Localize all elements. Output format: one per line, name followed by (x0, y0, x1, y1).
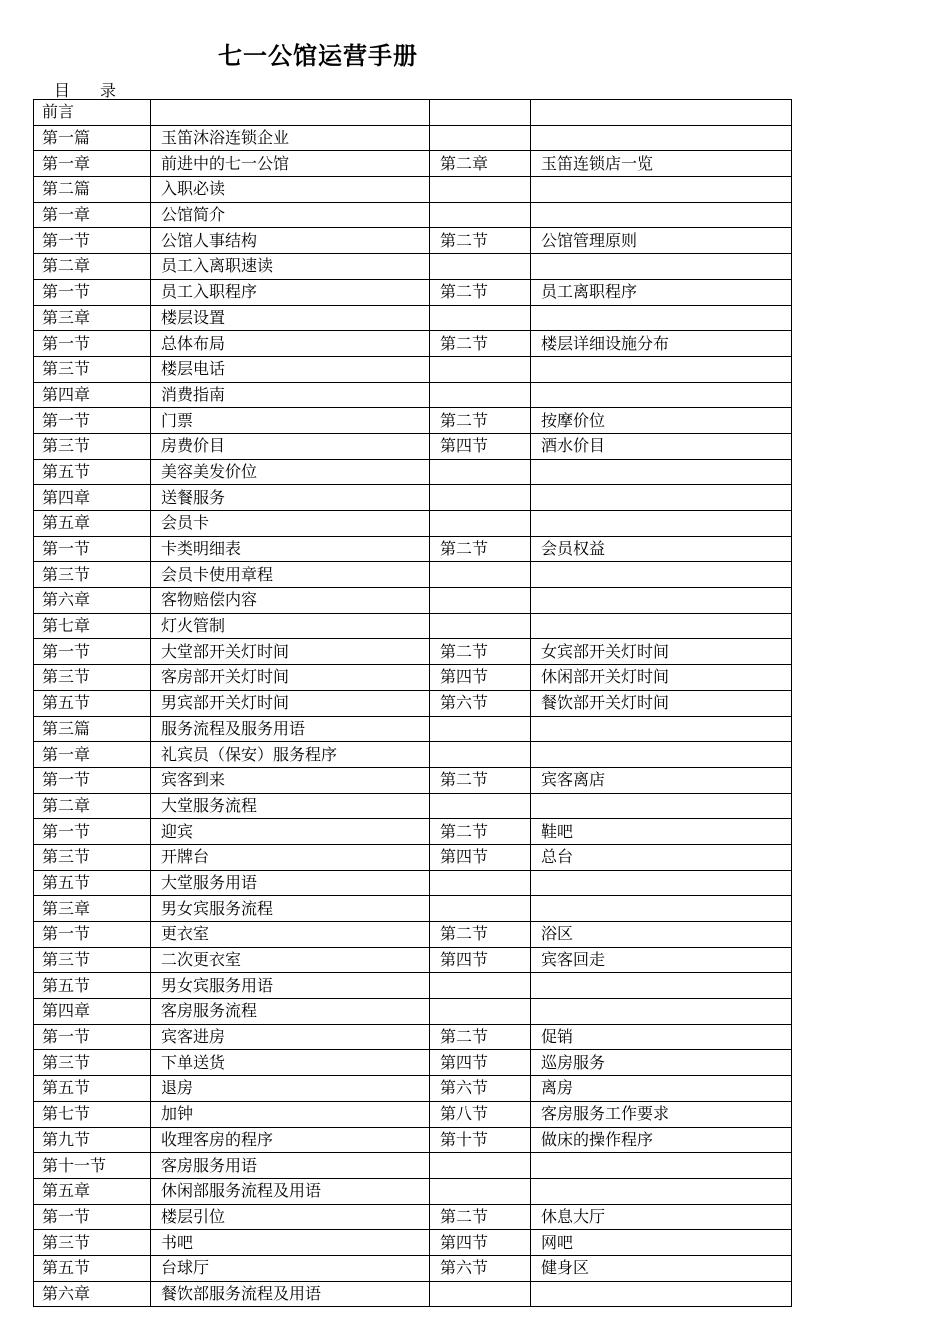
toc-title-right: 浴区 (531, 922, 792, 948)
toc-title-right: 玉笛连锁店一览 (531, 151, 792, 177)
toc-level-left: 第三节 (34, 1230, 151, 1256)
toc-title-left: 公馆简介 (151, 202, 430, 228)
toc-title-right: 巡房服务 (531, 1050, 792, 1076)
toc-level-left: 第七节 (34, 1101, 151, 1127)
toc-level-left: 第一节 (34, 279, 151, 305)
toc-row (34, 844, 792, 870)
toc-title-right (531, 588, 792, 614)
toc-row (34, 922, 792, 948)
toc-level-right (430, 588, 531, 614)
toc-level-left: 第五节 (34, 690, 151, 716)
toc-row (34, 408, 792, 434)
toc-level-left: 第三节 (34, 844, 151, 870)
toc-level-left: 第五节 (34, 1255, 151, 1281)
toc-row (34, 1076, 792, 1102)
toc-level-right (430, 254, 531, 280)
toc-level-left: 第二章 (34, 254, 151, 280)
toc-title-right: 楼层详细设施分布 (531, 331, 792, 357)
toc-title-left: 楼层电话 (151, 356, 430, 382)
toc-level-right (430, 511, 531, 537)
toc-level-right (430, 459, 531, 485)
toc-level-right (430, 793, 531, 819)
toc-row (34, 690, 792, 716)
toc-title-left: 男女宾服务用语 (151, 973, 430, 999)
toc-row (34, 202, 792, 228)
toc-level-left: 第一节 (34, 922, 151, 948)
toc-level-right (430, 613, 531, 639)
toc-level-right (430, 973, 531, 999)
toc-level-right: 第四节 (430, 844, 531, 870)
toc-level-right: 第四节 (430, 1050, 531, 1076)
toc-title-right: 总台 (531, 844, 792, 870)
toc-level-right: 第二节 (430, 228, 531, 254)
toc-title-left: 总体布局 (151, 331, 430, 357)
toc-title-right: 健身区 (531, 1255, 792, 1281)
document-title: 七一公馆运营手册 (218, 42, 418, 70)
toc-level-left: 第五节 (34, 459, 151, 485)
toc-row (34, 793, 792, 819)
toc-title-right: 宾客回走 (531, 947, 792, 973)
toc-title-left: 前进中的七一公馆 (151, 151, 430, 177)
toc-row (34, 767, 792, 793)
toc-title-left: 退房 (151, 1076, 430, 1102)
toc-level-right (430, 202, 531, 228)
toc-level-right: 第二节 (430, 279, 531, 305)
toc-row (34, 305, 792, 331)
toc-title-right (531, 125, 792, 151)
toc-level-left: 第一节 (34, 639, 151, 665)
toc-title-left: 灯火管制 (151, 613, 430, 639)
toc-title-right (531, 716, 792, 742)
toc-row (34, 536, 792, 562)
toc-level-left: 第二篇 (34, 177, 151, 203)
toc-title-left: 下单送货 (151, 1050, 430, 1076)
toc-level-right (430, 177, 531, 203)
toc-row (34, 1230, 792, 1256)
toc-level-right (430, 382, 531, 408)
toc-title-left: 宾客进房 (151, 1024, 430, 1050)
toc-row (34, 562, 792, 588)
toc-level-right (430, 716, 531, 742)
toc-title-left: 楼层设置 (151, 305, 430, 331)
toc-level-left: 第七章 (34, 613, 151, 639)
toc-level-right: 第二节 (430, 536, 531, 562)
toc-level-right (430, 356, 531, 382)
toc-row (34, 896, 792, 922)
toc-level-left: 第十一节 (34, 1153, 151, 1179)
toc-title-left: 书吧 (151, 1230, 430, 1256)
toc-level-left: 第六章 (34, 588, 151, 614)
toc-title-left: 男宾部开关灯时间 (151, 690, 430, 716)
toc-level-left: 第一章 (34, 202, 151, 228)
toc-title-right: 员工离职程序 (531, 279, 792, 305)
toc-row (34, 1101, 792, 1127)
toc-row (34, 819, 792, 845)
toc-level-right (430, 305, 531, 331)
toc-row (34, 947, 792, 973)
toc-title-left: 开牌台 (151, 844, 430, 870)
toc-label: 目录 (54, 81, 147, 100)
toc-row (34, 511, 792, 537)
toc-level-right: 第四节 (430, 1230, 531, 1256)
toc-row (34, 382, 792, 408)
toc-title-left: 宾客到来 (151, 767, 430, 793)
toc-level-right: 第六节 (430, 1255, 531, 1281)
toc-level-right: 第十节 (430, 1127, 531, 1153)
toc-level-right: 第六节 (430, 1076, 531, 1102)
toc-title-right: 客房服务工作要求 (531, 1101, 792, 1127)
toc-row (34, 254, 792, 280)
toc-title-right: 鞋吧 (531, 819, 792, 845)
toc-level-left: 第二章 (34, 793, 151, 819)
toc-level-left: 第一章 (34, 742, 151, 768)
toc-title-right: 女宾部开关灯时间 (531, 639, 792, 665)
toc-title-left: 卡类明细表 (151, 536, 430, 562)
toc-title-left: 公馆人事结构 (151, 228, 430, 254)
toc-level-right (430, 1153, 531, 1179)
toc-level-right: 第八节 (430, 1101, 531, 1127)
toc-title-left: 餐饮部服务流程及用语 (151, 1281, 430, 1307)
toc-row (34, 999, 792, 1025)
toc-title-left: 二次更衣室 (151, 947, 430, 973)
toc-title-right (531, 793, 792, 819)
toc-level-left: 第三章 (34, 305, 151, 331)
toc-title-left: 男女宾服务流程 (151, 896, 430, 922)
toc-row (34, 177, 792, 203)
toc-level-left: 第一节 (34, 331, 151, 357)
toc-level-left: 第三章 (34, 896, 151, 922)
toc-row (34, 151, 792, 177)
toc-level-left: 第四章 (34, 999, 151, 1025)
toc-level-left: 第一节 (34, 1204, 151, 1230)
toc-level-left: 第一节 (34, 536, 151, 562)
toc-level-right (430, 485, 531, 511)
toc-level-right (430, 562, 531, 588)
toc-row (34, 485, 792, 511)
toc-level-right (430, 100, 531, 126)
toc-title-left: 房费价目 (151, 433, 430, 459)
toc-row (34, 588, 792, 614)
toc-title-left: 迎宾 (151, 819, 430, 845)
toc-title-left: 大堂部开关灯时间 (151, 639, 430, 665)
toc-title-left: 大堂服务流程 (151, 793, 430, 819)
toc-title-right: 离房 (531, 1076, 792, 1102)
toc-level-right: 第二节 (430, 639, 531, 665)
toc-level-left: 第三节 (34, 433, 151, 459)
toc-title-left: 员工入离职速读 (151, 254, 430, 280)
toc-row (34, 228, 792, 254)
toc-level-left: 第六章 (34, 1281, 151, 1307)
toc-level-left: 第三节 (34, 665, 151, 691)
toc-level-right: 第二节 (430, 1024, 531, 1050)
toc-title-left: 休闲部服务流程及用语 (151, 1178, 430, 1204)
toc-title-right (531, 100, 792, 126)
toc-level-right: 第二章 (430, 151, 531, 177)
toc-row (34, 613, 792, 639)
toc-level-left: 第一节 (34, 408, 151, 434)
toc-title-right (531, 1281, 792, 1307)
toc-title-left: 服务流程及服务用语 (151, 716, 430, 742)
toc-title-right (531, 459, 792, 485)
toc-title-right (531, 202, 792, 228)
toc-title-left: 员工入职程序 (151, 279, 430, 305)
toc-title-right: 促销 (531, 1024, 792, 1050)
toc-title-right: 公馆管理原则 (531, 228, 792, 254)
toc-title-right (531, 177, 792, 203)
toc-row (34, 1281, 792, 1307)
toc-title-right: 会员权益 (531, 536, 792, 562)
toc-title-left: 玉笛沐浴连锁企业 (151, 125, 430, 151)
toc-row (34, 100, 792, 126)
toc-level-left: 第三节 (34, 562, 151, 588)
toc-title-left: 客房服务流程 (151, 999, 430, 1025)
toc-level-left: 第五节 (34, 1076, 151, 1102)
toc-title-right: 做床的操作程序 (531, 1127, 792, 1153)
toc-row (34, 1204, 792, 1230)
toc-row (34, 716, 792, 742)
toc-title-right (531, 305, 792, 331)
toc-level-right: 第二节 (430, 1204, 531, 1230)
toc-level-left: 第九节 (34, 1127, 151, 1153)
toc-level-right (430, 125, 531, 151)
toc-level-left: 第一节 (34, 767, 151, 793)
toc-row (34, 1255, 792, 1281)
toc-title-right (531, 613, 792, 639)
toc-row (34, 1178, 792, 1204)
toc-title-right: 按摩价位 (531, 408, 792, 434)
toc-row (34, 459, 792, 485)
toc-level-right: 第二节 (430, 331, 531, 357)
toc-row (34, 356, 792, 382)
toc-level-left: 第三节 (34, 1050, 151, 1076)
toc-title-left: 收理客房的程序 (151, 1127, 430, 1153)
toc-title-left (151, 100, 430, 126)
toc-level-left: 第四章 (34, 382, 151, 408)
toc-level-right (430, 1178, 531, 1204)
toc-row (34, 973, 792, 999)
toc-title-right: 餐饮部开关灯时间 (531, 690, 792, 716)
toc-title-right (531, 382, 792, 408)
toc-title-right (531, 870, 792, 896)
toc-title-left: 门票 (151, 408, 430, 434)
toc-level-left: 第一节 (34, 819, 151, 845)
toc-level-left: 第一节 (34, 228, 151, 254)
toc-level-left: 前言 (34, 100, 151, 126)
toc-level-left: 第三篇 (34, 716, 151, 742)
toc-title-left: 加钟 (151, 1101, 430, 1127)
toc-level-right: 第六节 (430, 690, 531, 716)
toc-level-right: 第四节 (430, 665, 531, 691)
toc-title-left: 客房服务用语 (151, 1153, 430, 1179)
toc-row (34, 433, 792, 459)
toc-row (34, 125, 792, 151)
toc-title-left: 大堂服务用语 (151, 870, 430, 896)
toc-title-right (531, 562, 792, 588)
toc-title-right (531, 1178, 792, 1204)
toc-title-right: 酒水价目 (531, 433, 792, 459)
toc-level-right: 第二节 (430, 819, 531, 845)
toc-level-left: 第五节 (34, 870, 151, 896)
toc-title-left: 消费指南 (151, 382, 430, 408)
toc-level-left: 第五章 (34, 1178, 151, 1204)
toc-row (34, 279, 792, 305)
toc-title-right (531, 999, 792, 1025)
toc-title-right (531, 485, 792, 511)
toc-row (34, 639, 792, 665)
toc-title-right (531, 1153, 792, 1179)
toc-title-left: 楼层引位 (151, 1204, 430, 1230)
toc-title-left: 入职必读 (151, 177, 430, 203)
toc-level-right: 第二节 (430, 767, 531, 793)
toc-level-right: 第四节 (430, 433, 531, 459)
toc-table (33, 99, 792, 1307)
toc-title-left: 台球厅 (151, 1255, 430, 1281)
toc-level-left: 第五章 (34, 511, 151, 537)
toc-row (34, 665, 792, 691)
toc-title-right: 休息大厅 (531, 1204, 792, 1230)
toc-level-right: 第二节 (430, 922, 531, 948)
toc-level-right (430, 742, 531, 768)
toc-level-right (430, 999, 531, 1025)
toc-level-left: 第三节 (34, 356, 151, 382)
toc-level-left: 第一篇 (34, 125, 151, 151)
toc-level-left: 第五节 (34, 973, 151, 999)
toc-row (34, 1050, 792, 1076)
toc-row (34, 742, 792, 768)
toc-title-right (531, 973, 792, 999)
toc-title-left: 送餐服务 (151, 485, 430, 511)
toc-title-left: 美容美发价位 (151, 459, 430, 485)
toc-row (34, 1153, 792, 1179)
toc-level-left: 第一节 (34, 1024, 151, 1050)
toc-row (34, 1024, 792, 1050)
toc-title-left: 客物赔偿内容 (151, 588, 430, 614)
toc-title-right: 宾客离店 (531, 767, 792, 793)
toc-level-right: 第二节 (430, 408, 531, 434)
toc-title-left: 客房部开关灯时间 (151, 665, 430, 691)
toc-title-right (531, 254, 792, 280)
toc-title-right (531, 742, 792, 768)
toc-level-right: 第四节 (430, 947, 531, 973)
toc-level-left: 第一章 (34, 151, 151, 177)
toc-level-right (430, 896, 531, 922)
toc-title-right: 网吧 (531, 1230, 792, 1256)
toc-title-right (531, 356, 792, 382)
toc-level-right (430, 870, 531, 896)
toc-row (34, 1127, 792, 1153)
toc-title-right: 休闲部开关灯时间 (531, 665, 792, 691)
toc-row (34, 331, 792, 357)
toc-title-left: 会员卡使用章程 (151, 562, 430, 588)
toc-level-left: 第三节 (34, 947, 151, 973)
toc-row (34, 870, 792, 896)
toc-title-left: 会员卡 (151, 511, 430, 537)
toc-title-right (531, 896, 792, 922)
toc-body (34, 100, 792, 1307)
toc-title-right (531, 511, 792, 537)
toc-level-right (430, 1281, 531, 1307)
toc-level-left: 第四章 (34, 485, 151, 511)
toc-title-left: 更衣室 (151, 922, 430, 948)
toc-title-left: 礼宾员（保安）服务程序 (151, 742, 430, 768)
